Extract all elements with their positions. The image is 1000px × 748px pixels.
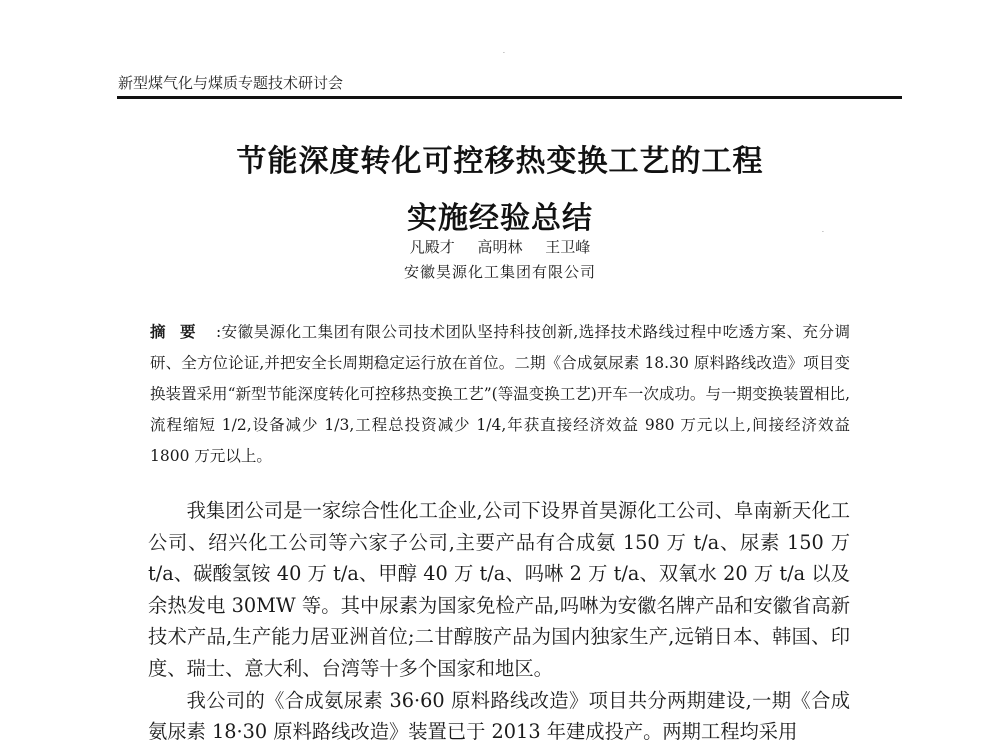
body-paragraph: 我集团公司是一家综合性化工企业,公司下设界首昊源化工公司、阜南新天化工公司、绍兴化工公司等六家子公司,主要产品有合成氨 150 万 t/a、尿素 150 万 t/a、碳酸氢铵 40 万 t/a、甲醇 40 万 t/a、吗啉 2 万 t/a、双氧水 20 万 t/a 以及余热发电 30MW 等。其中尿素为国家免检产品,吗啉为安徽名牌产品和安徽省高新技术产品,生产能力居亚洲首位;二甘醇胺产品为国内独家生产,远销日本、韩国、印度、瑞士、意大利、台湾等十多个国家和地区。 <box>148 499 850 680</box>
body-text <box>148 495 850 748</box>
paper-title-line-2: 实施经验总结 <box>407 201 593 236</box>
header-rule <box>117 96 902 99</box>
scan-speck: · <box>503 50 505 57</box>
author-list: 凡殿才 高明林 王卫峰 <box>409 238 591 256</box>
abstract-text: :安徽昊源化工集团有限公司技术团队坚持科技创新,选择技术路线过程中吃透方案、充分调研、全方位论证,并把安全长周期稳定运行放在首位。二期《合成氨尿素 18.30 原料路线改造》项目变换装置采用“新型节能深度转化可控移热变换工艺”(等温变换工艺)开车一次成功。与一期变换装置相比,流程缩短 1/2,设备减少 1/3,工程总投资减少 1/4,年获直接经济效益 980 万元以上,间接经济效益 1800 万元以上。 <box>150 323 850 465</box>
affiliation: 安徽昊源化工集团有限公司 <box>403 263 596 281</box>
body-paragraph: 我公司的《合成氨尿素 36·60 原料路线改造》项目共分两期建设,一期《合成氨尿素 18·30 原料路线改造》装置已于 2013 年建成投产。两期工程均采用 <box>148 688 850 744</box>
scan-speck: · <box>822 229 824 236</box>
abstract <box>150 316 850 472</box>
paper-title-line-1: 节能深度转化可控移热变换工艺的工程 <box>236 144 764 179</box>
running-header: 新型煤气化与煤质专题技术研讨会 <box>118 74 344 92</box>
abstract-label: 摘要 <box>150 322 210 341</box>
